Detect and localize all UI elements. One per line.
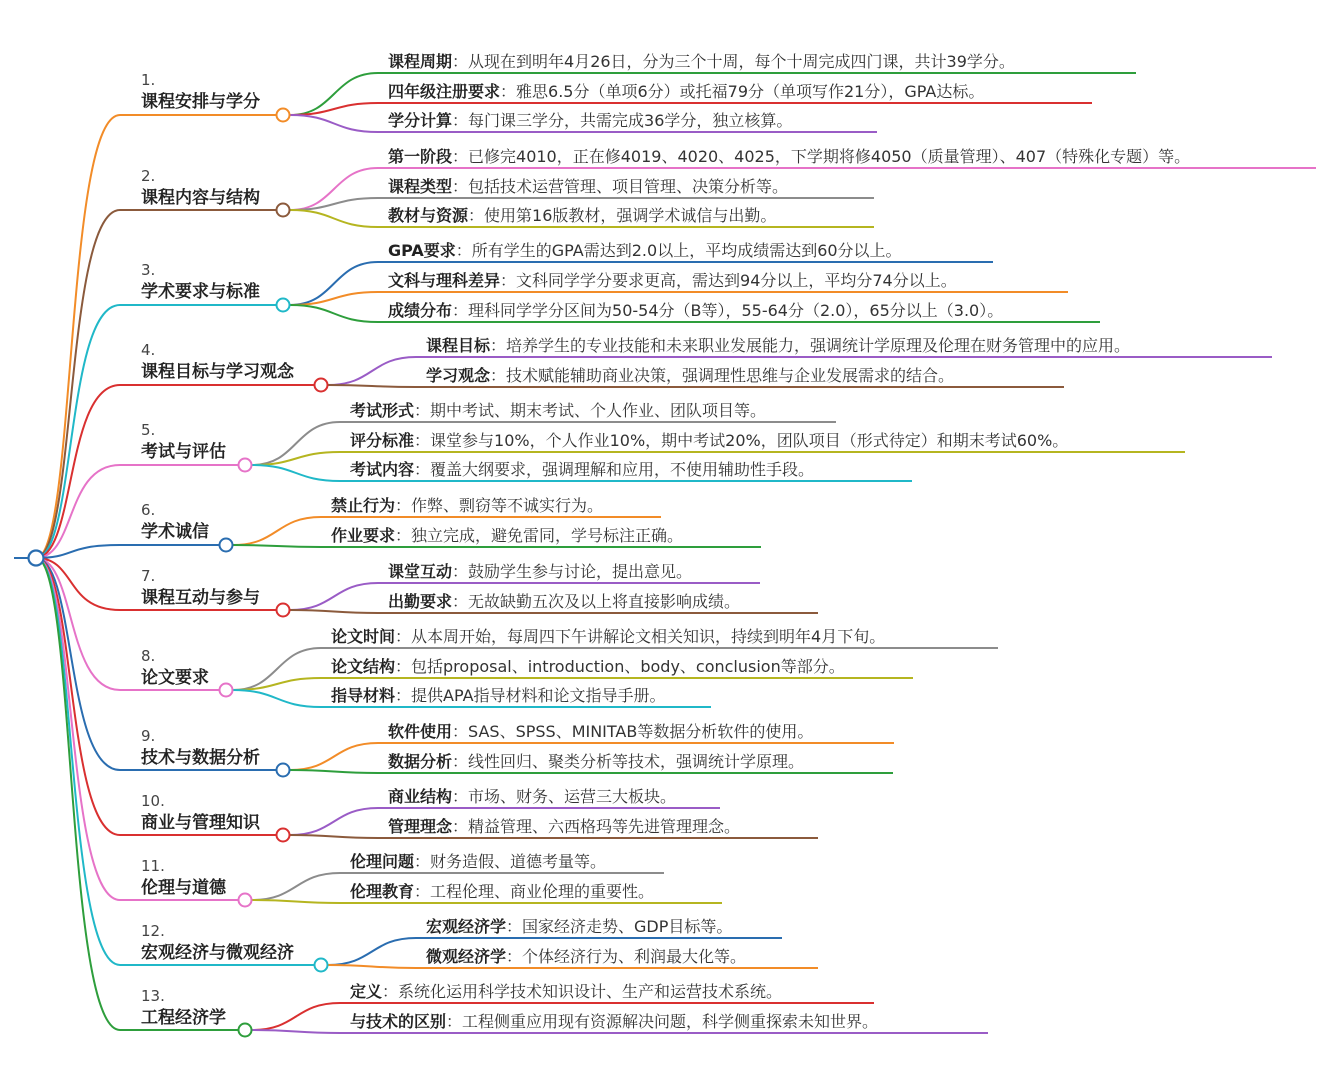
leaf-key: 指导材料: [331, 686, 396, 705]
leaf-connector: [290, 743, 378, 770]
branch-node-icon[interactable]: [220, 539, 233, 552]
branch-number: 2.: [141, 167, 156, 185]
leaf-connector: [328, 938, 416, 965]
leaf-detail: ：理科同学学分区间为50-54分（B等），55-64分（2.0），65分以上（3.0）。: [452, 301, 1004, 320]
leaf-key: 伦理教育: [350, 882, 415, 901]
leaf-key: 四年级注册要求: [388, 82, 501, 101]
leaf-detail: ：所有学生的GPA需达到2.0以上，平均成绩需达到60分以上。: [455, 241, 902, 260]
leaf-text[interactable]: [426, 917, 732, 936]
leaf-text[interactable]: [350, 852, 606, 871]
leaf-text[interactable]: [388, 562, 692, 581]
branch-number: 4.: [141, 341, 156, 359]
leaf-key: 伦理问题: [350, 852, 415, 871]
leaf-detail: ：财务造假、道德考量等。: [414, 852, 607, 871]
branch-node-icon[interactable]: [315, 379, 328, 392]
leaf-text[interactable]: [350, 401, 766, 420]
branch-title[interactable]: 课程安排与学分: [141, 92, 260, 112]
leaf-detail: ：课堂参与10%，个人作业10%，期中考试20%，团队项目（形式待定）和期末考试60%。: [414, 431, 1069, 450]
leaf-key: 考试形式: [350, 401, 415, 420]
leaf-text[interactable]: [426, 947, 746, 966]
leaf-text[interactable]: [388, 111, 792, 130]
leaf-detail: ：从本周开始，每周四下午讲解论文相关知识，持续到明年4月下旬。: [395, 627, 886, 646]
leaf-connector: [328, 965, 416, 968]
branch-title[interactable]: 工程经济学: [141, 1008, 226, 1028]
leaf-key: 成绩分布: [388, 301, 453, 320]
leaf-detail: ：工程侧重应用现有资源解决问题，科学侧重探索未知世界。: [446, 1012, 879, 1031]
leaf-key: 出勤要求: [388, 592, 453, 611]
leaf-text[interactable]: [388, 592, 740, 611]
leaf-detail: ：线性回归、聚类分析等技术，强调统计学原理。: [452, 752, 805, 771]
leaf-key: 与技术的区别: [350, 1012, 447, 1031]
branch-title[interactable]: 考试与评估: [141, 442, 226, 462]
branch-number: 8.: [141, 647, 156, 665]
leaf-detail: ：工程伦理、商业伦理的重要性。: [414, 882, 655, 901]
leaf-detail: ：期中考试、期末考试、个人作业、团队项目等。: [414, 401, 767, 420]
branch-node-icon[interactable]: [277, 204, 290, 217]
leaf-connector: [252, 465, 340, 481]
leaf-key: 课程周期: [388, 52, 453, 71]
leaf-key: 商业结构: [388, 787, 453, 806]
branch-node-icon[interactable]: [239, 894, 252, 907]
leaf-connector: [252, 1003, 340, 1030]
leaf-text[interactable]: [350, 1012, 878, 1031]
leaf-connector: [290, 808, 378, 835]
leaf-key: 论文结构: [331, 657, 396, 676]
leaf-key: 数据分析: [388, 752, 453, 771]
leaf-key: 课程类型: [388, 177, 453, 196]
leaf-connector: [290, 770, 378, 773]
leaf-connector: [290, 210, 378, 227]
leaf-text[interactable]: [350, 460, 814, 479]
leaf-detail: ：系统化运用科学技术知识设计、生产和运营技术系统。: [382, 982, 783, 1001]
branch-title[interactable]: 课程互动与参与: [141, 588, 260, 608]
leaf-text[interactable]: [388, 52, 1015, 71]
leaf-text[interactable]: [388, 147, 1190, 166]
leaf-connector: [252, 900, 340, 903]
leaf-key: GPA要求: [388, 241, 456, 260]
leaf-detail: ：无故缺勤五次及以上将直接影响成绩。: [452, 592, 741, 611]
leaf-connector: [290, 305, 378, 322]
branch-node-icon[interactable]: [277, 764, 290, 777]
leaf-text[interactable]: [388, 752, 804, 771]
branch-title[interactable]: 学术要求与标准: [141, 282, 260, 302]
leaf-detail: ：使用第16版教材，强调学术诚信与出勤。: [468, 206, 777, 225]
branch-number: 7.: [141, 567, 156, 585]
leaf-text[interactable]: [350, 882, 654, 901]
leaf-text[interactable]: [331, 657, 845, 676]
leaf-detail: ：已修完4010，正在修4019、4020、4025，下学期将修4050（质量管理）、407（特殊化专题）等。: [452, 147, 1191, 166]
leaf-detail: ：个体经济行为、利润最大化等。: [506, 947, 747, 966]
branch-title[interactable]: 课程目标与学习观念: [141, 362, 294, 382]
branch-title[interactable]: 论文要求: [141, 668, 209, 688]
leaf-text[interactable]: [388, 817, 740, 836]
leaf-text[interactable]: [388, 241, 902, 260]
branch-node-icon[interactable]: [239, 459, 252, 472]
leaf-key: 文科与理科差异: [388, 271, 501, 290]
leaf-text[interactable]: [426, 336, 1130, 355]
leaf-text[interactable]: [331, 627, 885, 646]
leaf-connector: [328, 357, 416, 385]
leaf-text[interactable]: [331, 496, 603, 515]
leaf-key: 作业要求: [331, 526, 396, 545]
branch-number: 3.: [141, 261, 156, 279]
leaf-connector: [252, 873, 340, 900]
leaf-text[interactable]: [426, 366, 954, 385]
leaf-detail: ：提供APA指导材料和论文指导手册。: [395, 686, 666, 705]
leaf-detail: ：雅思6.5分（单项6分）或托福79分（单项写作21分），GPA达标。: [500, 82, 985, 101]
leaf-detail: ：精益管理、六西格玛等先进管理理念。: [452, 817, 741, 836]
branch-title[interactable]: 伦理与道德: [141, 878, 226, 898]
leaf-key: 定义: [350, 982, 383, 1001]
leaf-detail: ：培养学生的专业技能和未来职业发展能力，强调统计学原理及伦理在财务管理中的应用。: [490, 336, 1131, 355]
branch-title[interactable]: 宏观经济与微观经济: [141, 943, 294, 963]
branch-node-icon[interactable]: [277, 109, 290, 122]
leaf-text[interactable]: [388, 206, 776, 225]
branch-connector: [36, 558, 120, 1030]
leaf-connector: [290, 835, 378, 838]
leaf-text[interactable]: [388, 271, 957, 290]
leaf-text[interactable]: [350, 982, 782, 1001]
leaf-text[interactable]: [388, 82, 984, 101]
leaf-text[interactable]: [388, 301, 1003, 320]
leaf-text[interactable]: [388, 787, 676, 806]
leaf-detail: ：包括技术运营管理、项目管理、决策分析等。: [452, 177, 789, 196]
leaf-detail: ：从现在到明年4月26日，分为三个十周，每个十周完成四门课，共计39学分。: [452, 52, 1015, 71]
branch-number: 10.: [141, 792, 165, 810]
leaf-text[interactable]: [388, 177, 788, 196]
leaf-detail: ：独立完成，避免雷同，学号标注正确。: [395, 526, 684, 545]
leaf-detail: ：文科同学学分要求更高，需达到94分以上，平均分74分以上。: [500, 271, 957, 290]
branch-node-icon[interactable]: [277, 829, 290, 842]
leaf-detail: ：作弊、剽窃等不诚实行为。: [395, 496, 604, 515]
leaf-connector: [233, 517, 321, 545]
branch-nodes: [140, 52, 1190, 1037]
leaf-connector: [328, 385, 416, 387]
leaf-key: 微观经济学: [426, 947, 507, 966]
branch-title[interactable]: 课程内容与结构: [141, 188, 260, 208]
root-node[interactable]: [29, 551, 44, 566]
branch-number: 5.: [141, 421, 156, 439]
leaf-detail: ：每门课三学分，共需完成36学分，独立核算。: [452, 111, 793, 130]
leaf-key: 学分计算: [388, 111, 453, 130]
leaf-connector: [290, 583, 378, 610]
leaf-text[interactable]: [330, 686, 666, 705]
leaf-detail: ：覆盖大纲要求，强调理解和应用，不使用辅助性手段。: [414, 460, 815, 479]
leaf-detail: ：国家经济走势、GDP目标等。: [506, 917, 733, 936]
branch-number: 11.: [141, 857, 165, 875]
branch-number: 6.: [141, 501, 156, 519]
leaf-key: 课堂互动: [388, 562, 453, 581]
leaf-key: 论文时间: [331, 627, 396, 646]
branch-node-icon[interactable]: [239, 1024, 252, 1037]
leaf-key: 评分标准: [350, 431, 415, 450]
branch-connector: [36, 210, 120, 558]
branch-title[interactable]: 学术诚信: [141, 522, 209, 542]
leaf-detail: ：SAS、SPSS、MINITAB等数据分析软件的使用。: [452, 722, 814, 741]
leaf-key: 课程目标: [426, 336, 491, 355]
branch-title[interactable]: 技术与数据分析: [141, 748, 260, 768]
leaf-key: 软件使用: [388, 722, 453, 741]
leaf-connector: [252, 1030, 340, 1033]
leaf-detail: ：市场、财务、运营三大板块。: [452, 787, 677, 806]
leaf-text[interactable]: [388, 722, 813, 741]
leaf-key: 教材与资源: [388, 206, 469, 225]
branch-node-icon[interactable]: [315, 959, 328, 972]
leaf-key: 管理理念: [388, 817, 453, 836]
leaf-key: 禁止行为: [331, 496, 396, 515]
leaf-key: 学习观念: [426, 366, 491, 385]
leaf-key: 宏观经济学: [426, 917, 507, 936]
leaf-key: 考试内容: [350, 460, 415, 479]
root-node-icon[interactable]: [29, 551, 44, 566]
branch-node-icon[interactable]: [277, 604, 290, 617]
leaf-text[interactable]: [350, 431, 1068, 450]
leaf-connector: [233, 690, 321, 707]
leaf-detail: ：鼓励学生参与讨论，提出意见。: [452, 562, 693, 581]
branch-node-icon[interactable]: [277, 299, 290, 312]
leaf-text[interactable]: [331, 526, 683, 545]
leaf-detail: ：技术赋能辅助商业决策，强调理性思维与企业发展需求的结合。: [490, 366, 955, 385]
branch-number: 13.: [141, 987, 165, 1005]
branch-number: 9.: [141, 727, 156, 745]
leaf-connector: [290, 115, 378, 132]
leaf-detail: ：包括proposal、introduction、body、conclusion等部分。: [395, 657, 845, 676]
leaf-connector: [233, 545, 321, 547]
branch-connector: [36, 558, 120, 965]
branch-node-icon[interactable]: [220, 684, 233, 697]
leaf-connector: [290, 610, 378, 613]
branch-number: 12.: [141, 922, 165, 940]
branch-number: 1.: [141, 71, 156, 89]
leaf-key: 第一阶段: [388, 147, 453, 166]
branch-connector: [36, 385, 120, 558]
branch-title[interactable]: 商业与管理知识: [141, 813, 260, 833]
